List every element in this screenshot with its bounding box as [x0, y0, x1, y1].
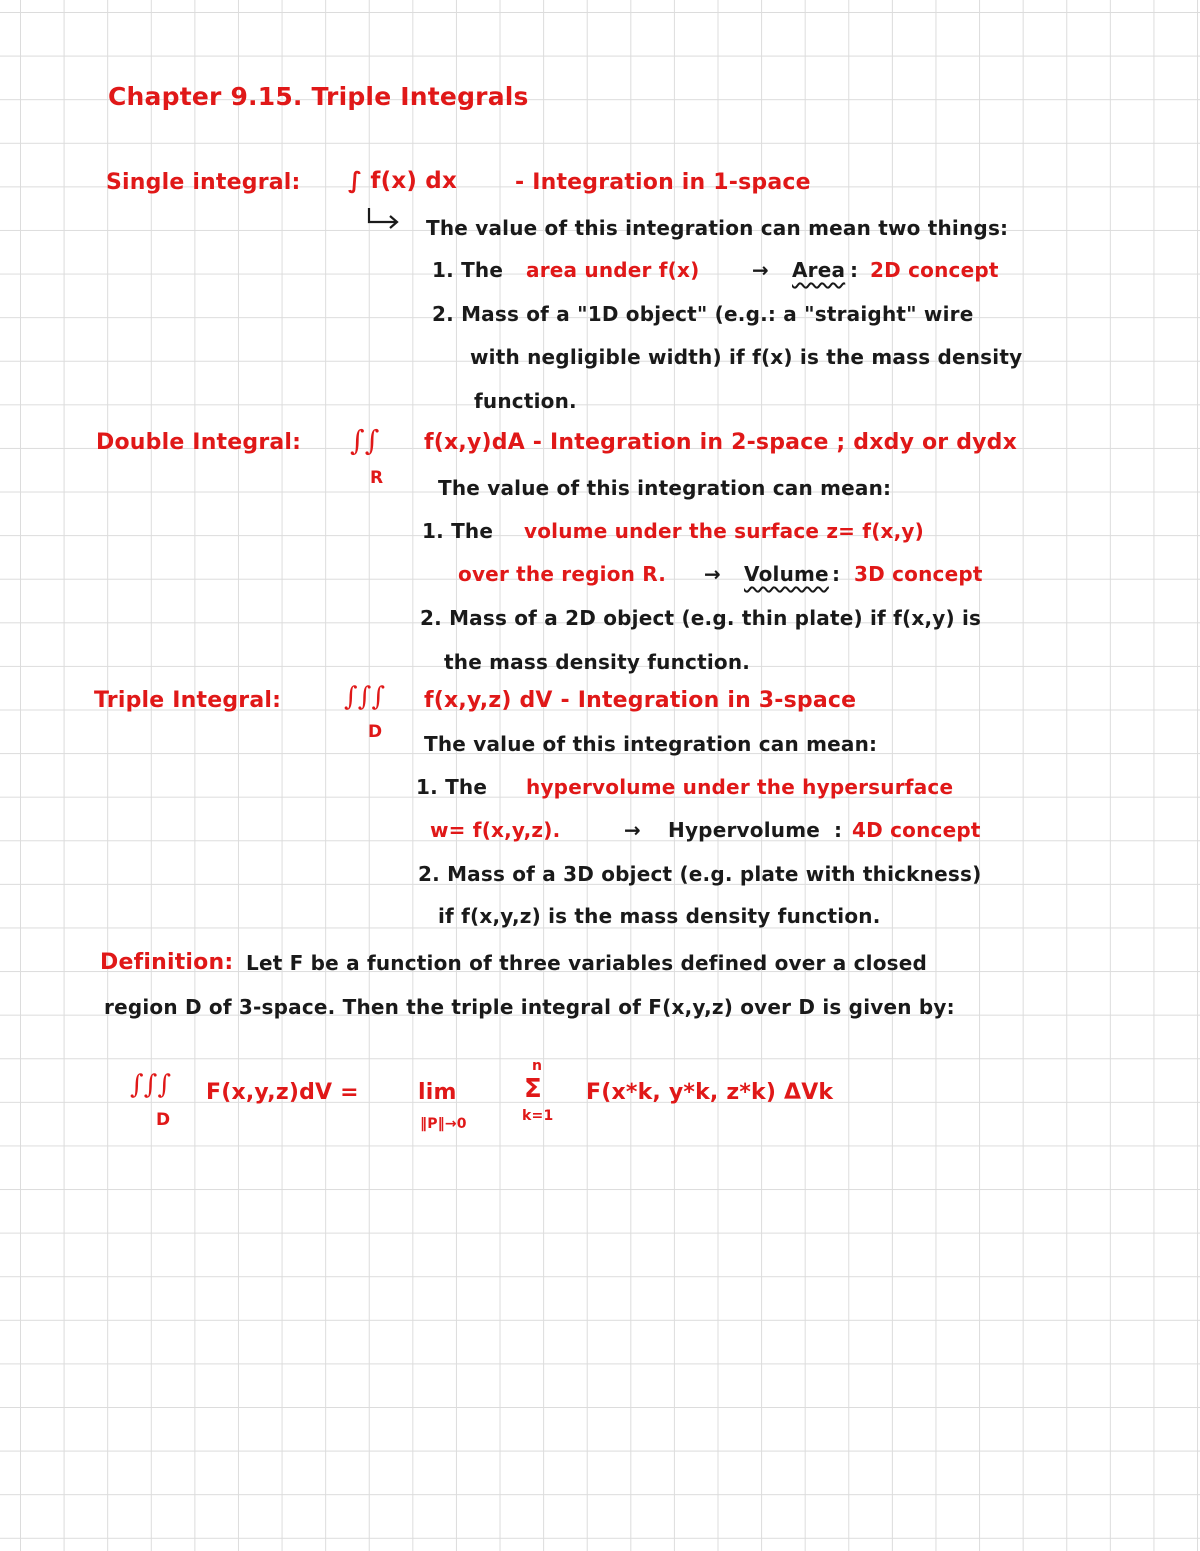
triple-item2-line1: 2. Mass of a 3D object (e.g. plate with thickness): [418, 862, 982, 886]
triple-item1-word: Hypervolume: [668, 818, 820, 842]
formula-integral-symbol: ∫∫∫: [130, 1070, 172, 1100]
single-item2-line1: 2. Mass of a "1D object" (e.g.: a "straight" wire: [432, 302, 974, 326]
definition-line2: region D of 3-space. Then the triple integral of F(x,y,z) over D is given by:: [104, 995, 955, 1019]
triple-integral-region: D: [368, 722, 383, 742]
double-item1-concept: 3D concept: [854, 562, 983, 586]
definition-line1: Let F be a function of three variables defined over a closed: [246, 951, 928, 975]
triple-integral-description: f(x,y,z) dV - Integration in 3-space: [424, 688, 857, 713]
triple-item1-concept: 4D concept: [852, 818, 981, 842]
double-integral-region: R: [370, 468, 384, 488]
triple-item1-highlight: hypervolume under the hypersurface: [526, 775, 954, 799]
double-integral-symbol: ∫∫: [350, 424, 380, 457]
single-item1-concept: 2D concept: [870, 258, 999, 282]
double-integral-label: Double Integral:: [96, 430, 302, 455]
triple-item1-line2: w= f(x,y,z).: [430, 818, 561, 842]
triple-integral-symbol: ∫∫∫: [344, 682, 386, 712]
hook-arrow-icon: [366, 206, 402, 232]
formula-sum-lower: k=1: [522, 1108, 554, 1124]
formula-rhs: F(x*k, y*k, z*k) ΔVk: [586, 1080, 834, 1105]
definition-label: Definition:: [100, 950, 234, 975]
single-integral-label: Single integral:: [106, 170, 301, 195]
single-item1-arrow: →: [752, 258, 769, 282]
formula-lim: lim: [418, 1080, 457, 1105]
double-item1-highlight: volume under the surface z= f(x,y): [524, 519, 925, 543]
triple-integral-label: Triple Integral:: [94, 688, 282, 713]
triple-intro: The value of this integration can mean:: [424, 732, 878, 756]
single-item1-word: Area: [792, 258, 846, 282]
double-item2-line1: 2. Mass of a 2D object (e.g. thin plate) if f(x,y) is: [420, 606, 982, 630]
double-integral-description: f(x,y)dA - Integration in 2-space ; dxdy or dydx: [424, 430, 1018, 455]
double-item2-line2: the mass density function.: [444, 650, 751, 674]
page-title: Chapter 9.15. Triple Integrals: [108, 82, 529, 111]
double-item1-number: 1. The: [422, 519, 494, 543]
double-item1-word: Volume: [744, 562, 829, 586]
single-item2-line3: function.: [474, 389, 577, 413]
formula-lim-subscript: ‖P‖→0: [420, 1116, 467, 1132]
formula-region: D: [156, 1110, 171, 1130]
single-item1-number: 1. The: [432, 258, 504, 282]
triple-item1-number: 1. The: [416, 775, 488, 799]
double-item1-line2: over the region R.: [458, 562, 667, 586]
triple-item1-arrow: →: [624, 818, 641, 842]
double-intro: The value of this integration can mean:: [438, 476, 892, 500]
single-item2-line2: with negligible width) if f(x) is the mass density: [470, 345, 1023, 369]
formula-sum-symbol: Σ: [524, 1074, 542, 1104]
triple-item2-line2: if f(x,y,z) is the mass density function.: [438, 904, 881, 928]
double-item1-arrow: →: [704, 562, 721, 586]
single-item1-highlight: area under f(x): [526, 258, 700, 282]
single-intro: The value of this integration can mean two things:: [426, 216, 1009, 240]
single-integral-expression: ∫ f(x) dx: [348, 168, 458, 194]
single-integral-description: - Integration in 1-space: [515, 170, 811, 195]
formula-sum-upper: n: [532, 1058, 543, 1074]
formula-lhs: F(x,y,z)dV =: [206, 1080, 359, 1105]
